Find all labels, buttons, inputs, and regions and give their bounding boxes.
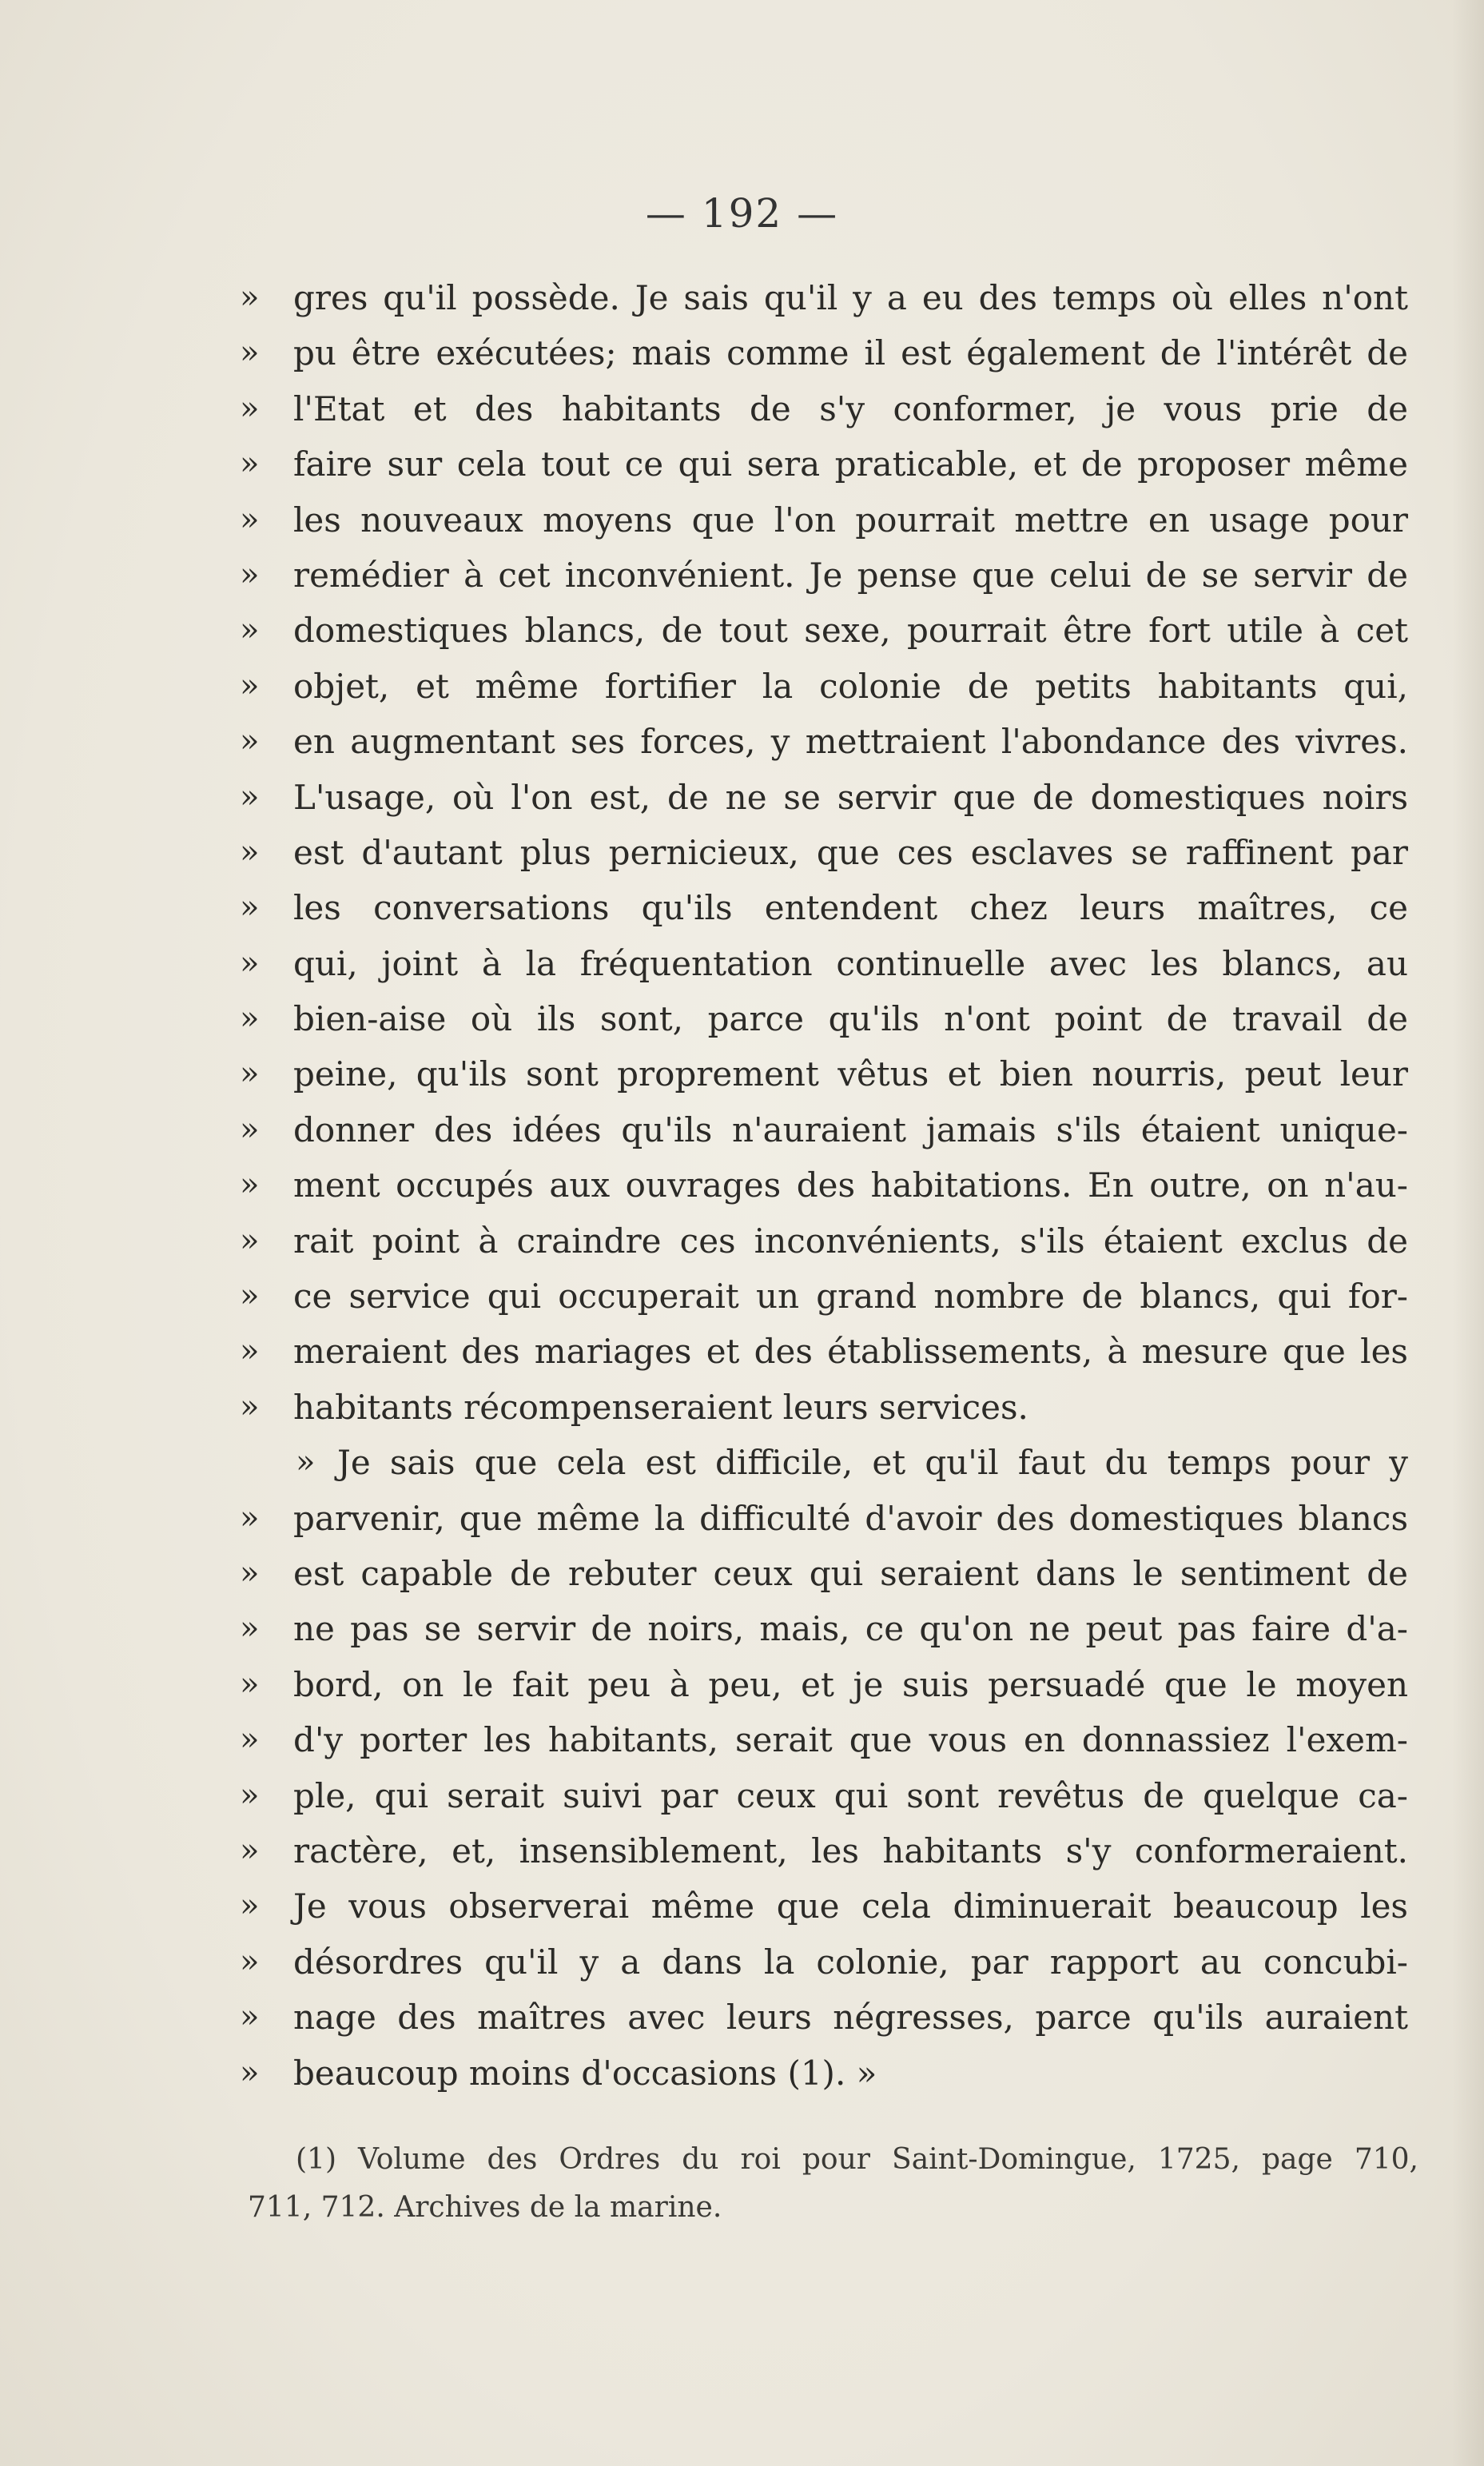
quote-mark: » <box>240 1554 260 1592</box>
line-text: d'y porter les habitants, serait que vous en donnassiez l'exem- <box>293 1720 1408 1760</box>
line-text: nage des maîtres avec leurs négresses, parce qu'ils auraient <box>293 1998 1408 2038</box>
quote-mark: » <box>240 1110 260 1148</box>
footnote <box>248 2136 1418 2232</box>
line-text: beaucoup moins d'occasions (1). » <box>293 2053 877 2093</box>
text-line <box>0 2046 1484 2101</box>
quote-mark: » <box>240 667 260 704</box>
line-text: les conversations qu'ils entendent chez leurs maîtres, ce <box>293 888 1408 928</box>
quote-mark: » <box>240 334 260 372</box>
quote-mark: » <box>240 1499 260 1536</box>
line-text: pu être exécutées; mais comme il est également de l'intérêt de <box>293 333 1408 373</box>
line-text: ple, qui serait suivi par ceux qui sont revêtus de quelque ca- <box>293 1775 1408 1815</box>
quote-mark: » <box>240 2054 260 2091</box>
text-line <box>0 492 1484 548</box>
text-line <box>0 1990 1484 2045</box>
quote-mark: » <box>240 389 260 427</box>
quote-mark: » <box>240 612 260 649</box>
quote-mark: » <box>240 1277 260 1315</box>
footnote-line: 711, 712. Archives de la marine. <box>248 2191 722 2224</box>
text-line <box>0 436 1484 492</box>
quote-mark: » <box>240 556 260 593</box>
line-text: parvenir, que même la difficulté d'avoir des domestiques blancs <box>293 1498 1408 1538</box>
quote-mark: » <box>240 500 260 538</box>
line-text: faire sur cela tout ce qui sera praticable, et de proposer même <box>293 444 1408 484</box>
body-text <box>0 270 1484 2101</box>
text-line <box>0 1046 1484 1102</box>
quote-mark: » <box>240 1000 260 1038</box>
quote-mark: » <box>240 723 260 760</box>
quote-mark: » <box>240 1610 260 1647</box>
text-line <box>0 1102 1484 1157</box>
text-line <box>0 991 1484 1046</box>
line-text: qui, joint à la fréquentation continuelle avec les blancs, au <box>293 943 1408 983</box>
text-line <box>0 1878 1484 1934</box>
quote-mark: » <box>240 1942 260 1980</box>
line-text: bord, on le fait peu à peu, et je suis persuadé que le moyen <box>293 1664 1408 1704</box>
line-text: remédier à cet inconvénient. Je pense que celui de se servir de <box>293 555 1408 595</box>
line-text: Je sais que cela est difficile, et qu'il faut du temps pour y <box>337 1443 1408 1483</box>
text-line <box>0 1213 1484 1269</box>
quote-mark: » <box>240 1665 260 1703</box>
line-text: gres qu'il possède. Je sais qu'il y a eu des temps où elles n'ont <box>293 278 1408 317</box>
text-line <box>0 1546 1484 1601</box>
line-text: bien-aise où ils sont, parce qu'ils n'ont point de travail de <box>293 999 1408 1039</box>
line-text: est d'autant plus pernicieux, que ces esclaves se raffinent par <box>293 832 1408 872</box>
line-text: L'usage, où l'on est, de ne se servir que de domestiques noirs <box>293 777 1408 817</box>
text-line <box>0 325 1484 380</box>
text-line <box>0 1934 1484 1990</box>
quote-mark: » <box>240 1221 260 1259</box>
text-line <box>0 936 1484 991</box>
quote-mark: » <box>240 833 260 870</box>
text-line <box>0 603 1484 658</box>
line-text: rait point à craindre ces inconvénients, s'ils étaient exclus de <box>293 1221 1408 1261</box>
quote-mark: » <box>240 1998 260 2036</box>
line-text: domestiques blancs, de tout sexe, pourrait être fort utile à cet <box>293 611 1408 651</box>
line-text: habitants récompenseraient leurs services. <box>293 1387 1028 1427</box>
quote-mark: » <box>240 944 260 982</box>
footnote-line: (1) Volume des Ordres du roi pour Saint-Domingue, 1725, page 710, <box>296 2143 1418 2176</box>
text-line <box>0 1712 1484 1767</box>
line-text: Je vous observerai même que cela diminuerait beaucoup les <box>293 1886 1408 1926</box>
text-line <box>0 825 1484 880</box>
text-line <box>0 1380 1484 1435</box>
text-line-paragraph-start <box>0 1435 1484 1490</box>
text-line <box>0 548 1484 603</box>
text-line <box>0 880 1484 935</box>
text-line <box>0 1269 1484 1324</box>
quote-mark: » <box>240 1388 260 1425</box>
text-line <box>0 659 1484 714</box>
line-text: l'Etat et des habitants de s'y conformer, je vous prie de <box>293 388 1408 428</box>
quote-mark: » <box>240 1776 260 1814</box>
quote-mark: » <box>240 1333 260 1370</box>
quote-mark: » <box>240 778 260 815</box>
line-text: est capable de rebuter ceux qui seraient dans le sentiment de <box>293 1553 1408 1593</box>
text-line <box>0 1768 1484 1823</box>
text-line <box>0 1491 1484 1546</box>
quote-mark: » <box>296 1444 316 1481</box>
quote-mark: » <box>240 1887 260 1925</box>
line-text: ce service qui occuperait un grand nombre de blancs, qui for- <box>293 1277 1408 1317</box>
line-text: meraient des mariages et des établissements, à mesure que les <box>293 1332 1408 1372</box>
line-text: peine, qu'ils sont proprement vêtus et bien nourris, peut leur <box>293 1054 1408 1094</box>
text-line <box>0 1657 1484 1712</box>
text-line <box>0 270 1484 325</box>
quote-mark: » <box>240 1166 260 1204</box>
text-line <box>0 770 1484 825</box>
text-line <box>0 381 1484 436</box>
quote-mark: » <box>240 1721 260 1759</box>
text-line <box>0 1601 1484 1656</box>
text-line <box>0 714 1484 769</box>
text-line <box>0 1823 1484 1878</box>
line-text: ne pas se servir de noirs, mais, ce qu'on ne peut pas faire d'a- <box>293 1609 1408 1649</box>
line-text: les nouveaux moyens que l'on pourrait mettre en usage pour <box>293 500 1408 540</box>
line-text: ractère, et, insensiblement, les habitants s'y conformeraient. <box>293 1831 1408 1870</box>
line-text: objet, et même fortifier la colonie de petits habitants qui, <box>293 666 1408 706</box>
line-text: en augmentant ses forces, y mettraient l'abondance des vivres. <box>293 722 1408 762</box>
text-line <box>0 1324 1484 1379</box>
line-text: ment occupés aux ouvrages des habitations. En outre, on n'au- <box>293 1165 1408 1205</box>
quote-mark: » <box>240 445 260 483</box>
page-number: — 192 — <box>645 190 839 237</box>
line-text: donner des idées qu'ils n'auraient jamais s'ils étaient unique- <box>293 1110 1408 1149</box>
quote-mark: » <box>240 1831 260 1869</box>
line-text: désordres qu'il y a dans la colonie, par rapport au concubi- <box>293 1942 1408 1982</box>
quote-mark: » <box>240 279 260 316</box>
quote-mark: » <box>240 1055 260 1093</box>
text-line <box>0 1157 1484 1213</box>
quote-mark: » <box>240 889 260 926</box>
